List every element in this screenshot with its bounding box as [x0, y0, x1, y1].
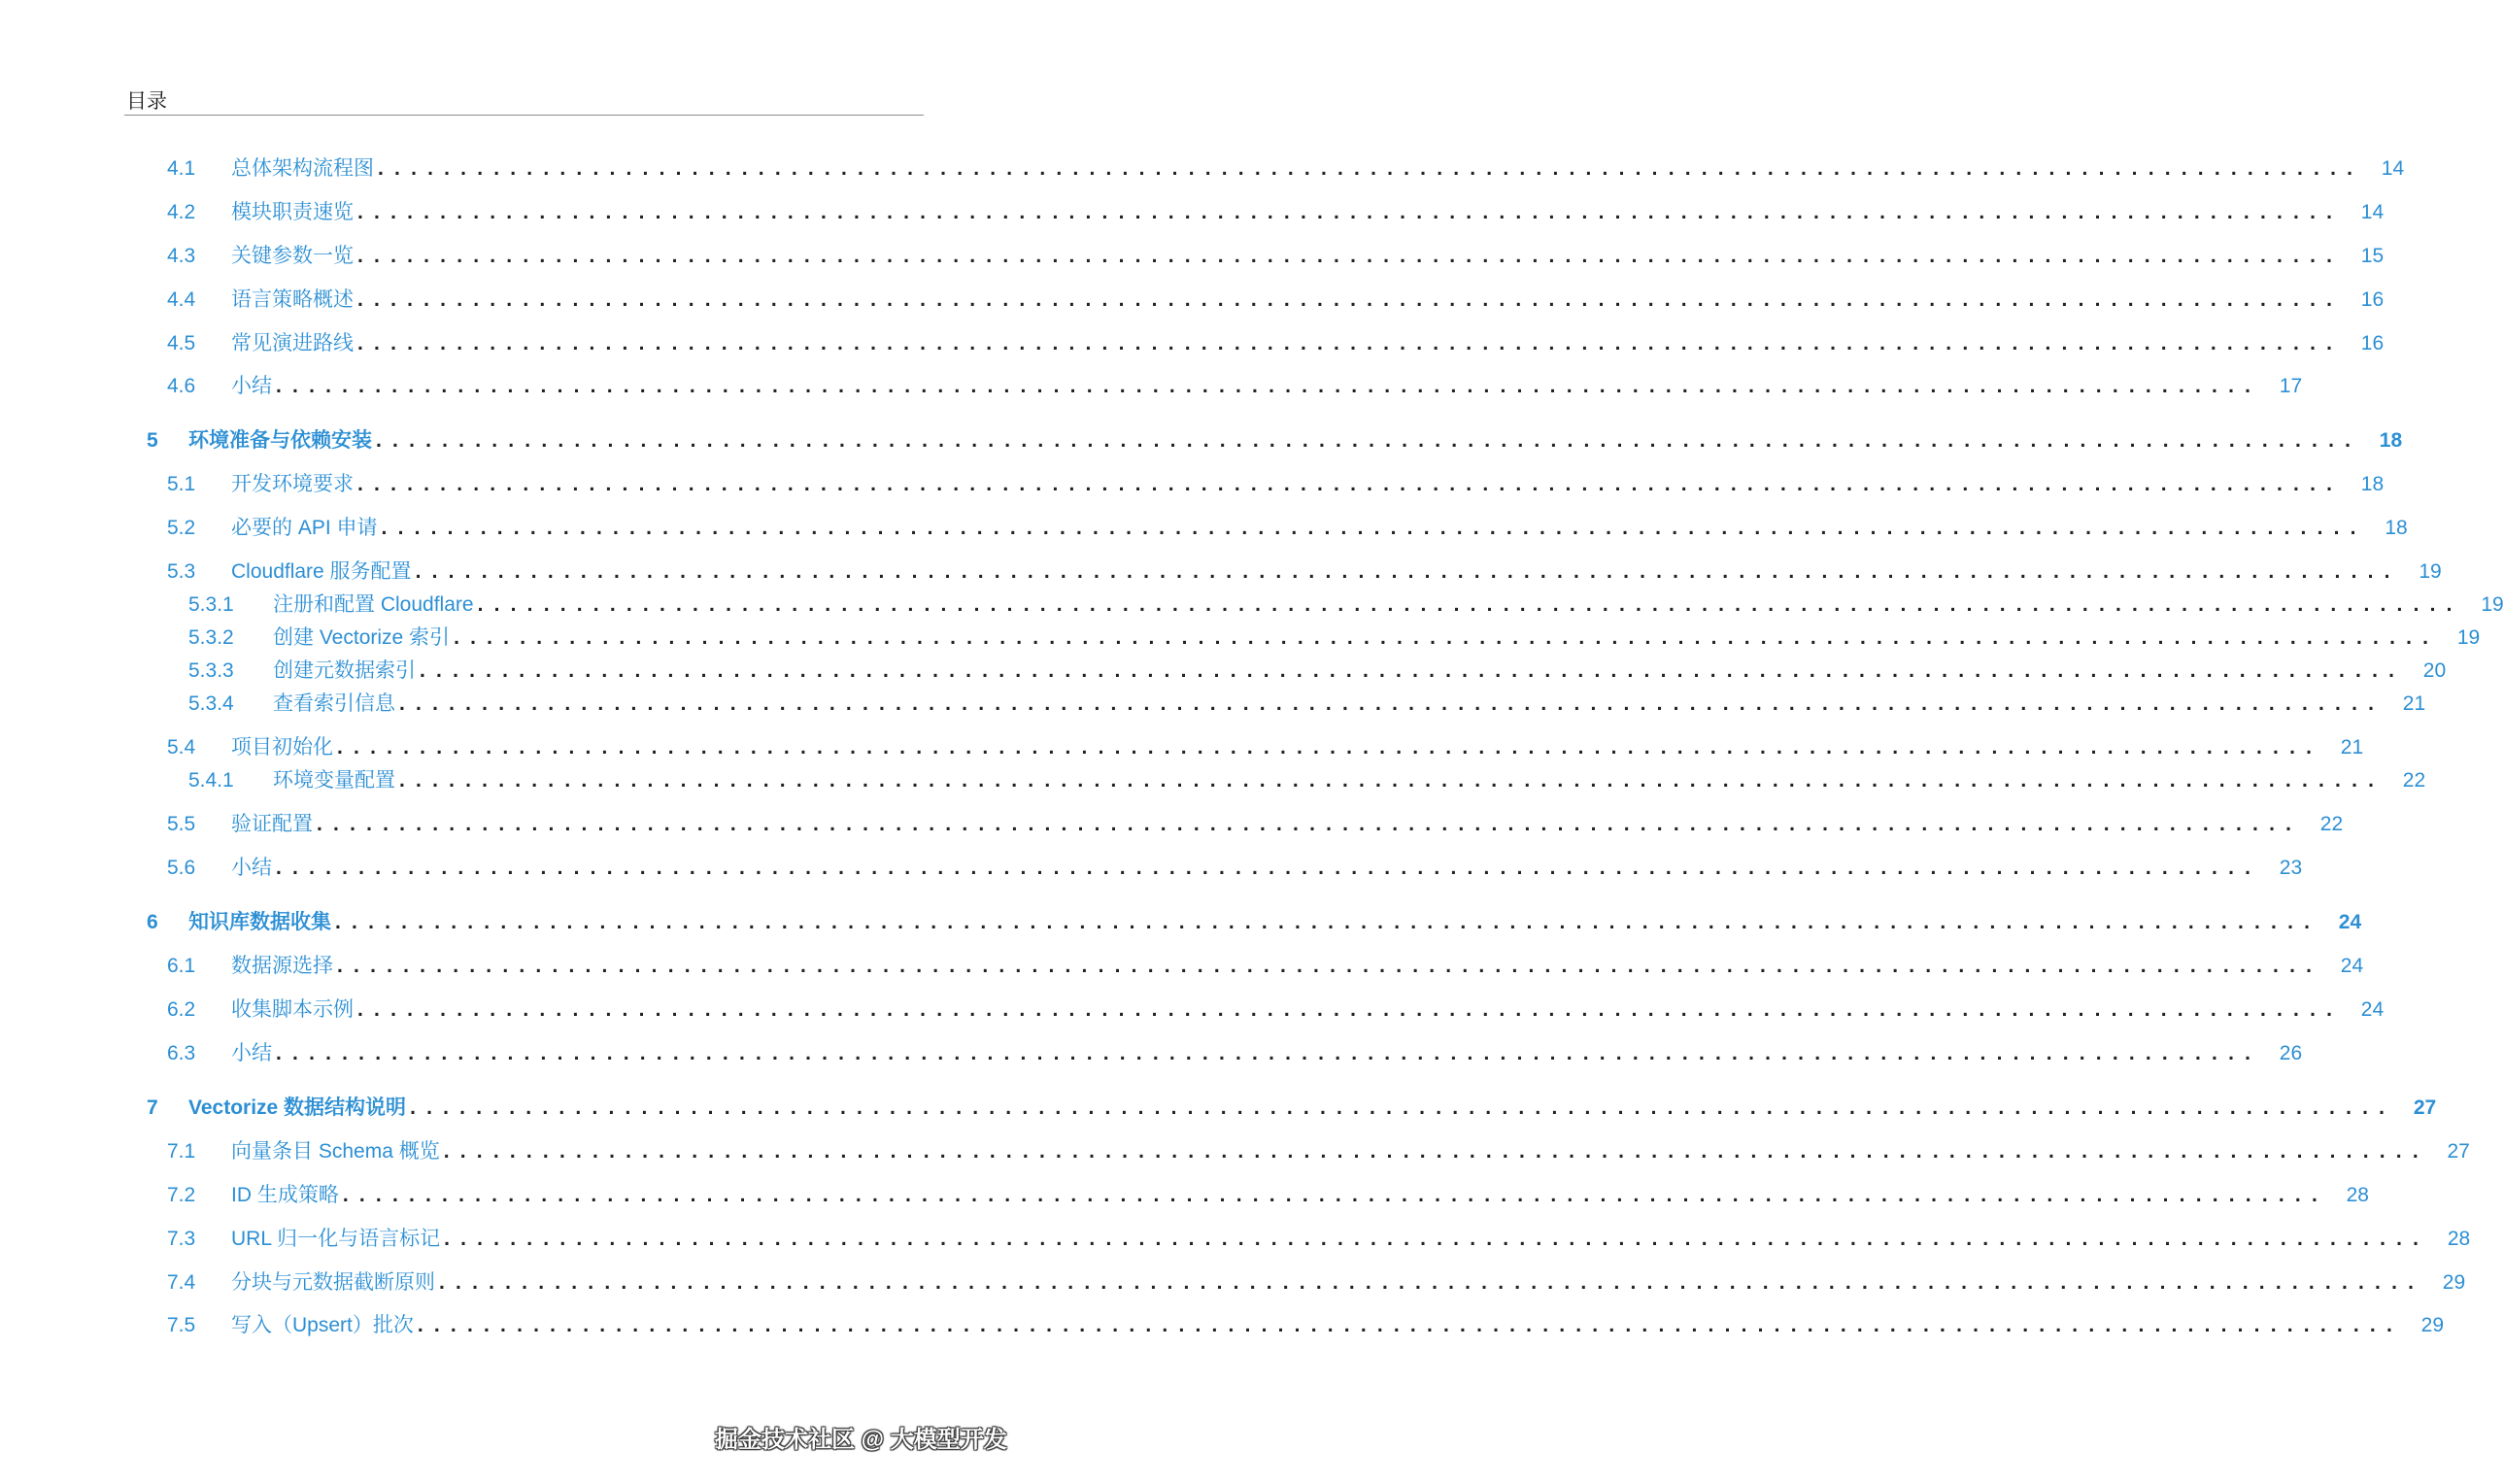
toc-entry-title: 收集脚本示例 — [231, 998, 354, 1021]
toc-entry-number: 6.2 — [167, 998, 196, 1021]
toc-leader-dots: ........................................................................................................................ — [317, 813, 2303, 835]
toc-leader-dots: ........................................................................................................................ — [415, 560, 2401, 583]
toc-entry-page-number: 21 — [2402, 692, 2426, 715]
toc-entry-title: 小结 — [231, 857, 272, 879]
toc-chapter-entry[interactable] — [147, 1092, 2437, 1121]
toc-entry-number: 7.2 — [167, 1184, 196, 1206]
toc-section-entry[interactable] — [167, 196, 2385, 225]
toc-entry-number: 4.1 — [167, 157, 196, 180]
toc-entry-title: 语言策略概述 — [231, 288, 354, 311]
toc-entry-page-number: 22 — [2319, 813, 2344, 835]
toc-entry-number: 6 — [147, 911, 158, 933]
toc-entry-number: 6.3 — [167, 1042, 196, 1064]
toc-entry-number: 4.5 — [167, 332, 196, 354]
toc-leader-dots: ........................................................................................................................ — [357, 245, 2344, 267]
toc-section-entry[interactable] — [188, 688, 2426, 717]
toc-leader-dots: ........................................................................................................................ — [444, 1228, 2430, 1250]
toc-section-entry[interactable] — [167, 240, 2385, 269]
toc-entry-number: 7.1 — [167, 1140, 196, 1163]
toc-entry-page-number: 26 — [2279, 1042, 2303, 1064]
toc-entry-title: 必要的 API 申请 — [231, 517, 378, 539]
toc-section-entry[interactable] — [188, 589, 2504, 618]
toc-leader-dots: ........................................................................................................................ — [357, 332, 2344, 354]
toc-leader-dots: ........................................................................................................................ — [420, 659, 2406, 682]
toc-entry-title: 开发环境要求 — [231, 473, 354, 495]
toc-section-entry[interactable] — [167, 152, 2405, 182]
toc-entry-title: 总体架构流程图 — [231, 157, 374, 180]
toc-section-entry[interactable] — [188, 622, 2481, 651]
toc-section-entry[interactable] — [167, 1037, 2303, 1066]
toc-entry-title: 注册和配置 Cloudflare — [273, 593, 474, 616]
toc-section-entry[interactable] — [167, 731, 2364, 760]
toc-section-entry[interactable] — [167, 994, 2385, 1023]
toc-entry-title: 数据源选择 — [231, 955, 333, 977]
toc-entry-number: 5 — [147, 429, 158, 452]
toc-section-entry[interactable] — [167, 370, 2303, 399]
toc-leader-dots: ........................................................................................................................ — [399, 769, 2386, 792]
toc-entry-page-number: 18 — [2385, 517, 2408, 539]
toc-section-entry[interactable] — [167, 1309, 2444, 1338]
toc-entry-number: 5.4 — [167, 736, 196, 759]
toc-section-entry[interactable] — [167, 512, 2408, 541]
toc-entry-title: URL 归一化与语言标记 — [231, 1228, 441, 1250]
toc-entry-title: ID 生成策略 — [231, 1184, 339, 1206]
toc-entry-page-number: 28 — [2447, 1228, 2471, 1250]
toc-entry-title: 小结 — [231, 1042, 272, 1064]
toc-entry-number: 7 — [147, 1096, 158, 1119]
toc-leader-dots: ........................................................................................................................ — [399, 692, 2386, 715]
toc-leader-dots: ........................................................................................................................ — [337, 736, 2323, 759]
toc-leader-dots: ........................................................................................................................ — [276, 857, 2262, 879]
toc-entry-page-number: 29 — [2420, 1314, 2444, 1336]
toc-leader-dots: ........................................................................................................................ — [439, 1271, 2425, 1294]
toc-entry-number: 7.3 — [167, 1228, 196, 1250]
toc-entry-page-number: 20 — [2422, 659, 2447, 682]
toc-entry-title: Vectorize 数据结构说明 — [188, 1096, 407, 1119]
toc-leader-dots: ........................................................................................................................ — [342, 1184, 2328, 1206]
toc-entry-title: 写入（Upsert）批次 — [231, 1314, 414, 1336]
toc-entry-page-number: 14 — [2360, 201, 2385, 223]
toc-chapter-entry[interactable] — [147, 906, 2362, 935]
toc-entry-page-number: 24 — [2340, 955, 2364, 977]
toc-entry-title: 关键参数一览 — [231, 245, 354, 267]
toc-entry-page-number: 27 — [2413, 1096, 2437, 1119]
toc-entry-number: 5.3.1 — [188, 593, 234, 616]
toc-entry-number: 5.4.1 — [188, 769, 234, 792]
toc-entry-page-number: 24 — [2338, 911, 2362, 933]
toc-entry-number: 5.3.2 — [188, 626, 234, 649]
toc-entry-number: 4.2 — [167, 201, 196, 223]
toc-section-entry[interactable] — [167, 808, 2344, 837]
toc-entry-page-number: 24 — [2360, 998, 2385, 1021]
toc-section-entry[interactable] — [167, 284, 2385, 313]
toc-leader-dots: ........................................................................................................................ — [357, 998, 2344, 1021]
toc-leader-dots: ........................................................................................................................ — [335, 911, 2321, 933]
toc-section-entry[interactable] — [167, 556, 2442, 585]
toc-leader-dots: ........................................................................................................................ — [276, 375, 2262, 397]
toc-entry-page-number: 14 — [2381, 157, 2405, 180]
toc-entry-number: 4.3 — [167, 245, 196, 267]
toc-entry-title: 查看索引信息 — [273, 692, 395, 715]
toc-leader-dots: ........................................................................................................................ — [443, 1140, 2429, 1163]
toc-section-entry[interactable] — [167, 1135, 2470, 1164]
toc-entry-title: 创建 Vectorize 索引 — [273, 626, 451, 649]
toc-entry-page-number: 16 — [2360, 332, 2385, 354]
toc-entry-title: 环境准备与依赖安装 — [188, 429, 372, 452]
toc-entry-title: 验证配置 — [231, 813, 313, 835]
toc-entry-number: 5.2 — [167, 517, 196, 539]
toc-entry-page-number: 19 — [2419, 560, 2442, 583]
toc-entry-page-number: 28 — [2346, 1184, 2369, 1206]
toc-leader-dots: ........................................................................................................................ — [381, 517, 2367, 539]
toc-entry-number: 5.3 — [167, 560, 196, 583]
toc-leader-dots: ........................................................................................................................ — [477, 593, 2463, 616]
toc-entry-number: 6.1 — [167, 955, 196, 977]
toc-entry-title: 分块与元数据截断原则 — [231, 1271, 435, 1294]
toc-entry-number: 5.1 — [167, 473, 196, 495]
toc-entry-page-number: 21 — [2340, 736, 2364, 759]
toc-entry-number: 4.6 — [167, 375, 196, 397]
toc-leader-dots: ........................................................................................................................ — [337, 955, 2323, 977]
header-title: 目录 — [126, 90, 167, 113]
toc-entry-title: 环境变量配置 — [273, 769, 395, 792]
toc-section-entry[interactable] — [167, 468, 2385, 497]
toc-entry-number: 5.3.4 — [188, 692, 234, 715]
toc-section-entry[interactable] — [167, 1179, 2369, 1208]
toc-section-entry[interactable] — [167, 327, 2385, 356]
toc-entry-page-number: 18 — [2360, 473, 2385, 495]
toc-entry-title: 模块职责速览 — [231, 201, 354, 223]
toc-chapter-entry[interactable] — [147, 424, 2403, 454]
toc-section-entry[interactable] — [188, 764, 2426, 793]
toc-entry-page-number: 16 — [2360, 288, 2385, 311]
toc-entry-title: 知识库数据收集 — [188, 911, 331, 933]
toc-section-entry[interactable] — [167, 950, 2364, 979]
toc-entry-number: 7.5 — [167, 1314, 196, 1336]
toc-entry-page-number: 29 — [2442, 1271, 2466, 1294]
toc-section-entry[interactable] — [167, 1266, 2466, 1296]
toc-entry-number: 5.3.3 — [188, 659, 234, 682]
toc-entry-title: 创建元数据索引 — [273, 659, 416, 682]
toc-entry-number: 5.6 — [167, 857, 196, 879]
toc-entry-number: 5.5 — [167, 813, 196, 835]
toc-leader-dots: ........................................................................................................................ — [357, 201, 2344, 223]
toc-leader-dots: ........................................................................................................................ — [376, 429, 2362, 452]
watermark: 掘金技术社区 @ 大模型开发 — [715, 1427, 1007, 1453]
toc-section-entry[interactable] — [167, 852, 2303, 881]
toc-entry-title: 小结 — [231, 375, 272, 397]
toc-entry-page-number: 18 — [2379, 429, 2403, 452]
toc-entry-page-number: 19 — [2456, 626, 2481, 649]
toc-entry-page-number: 23 — [2279, 857, 2303, 879]
toc-entry-title: 项目初始化 — [231, 736, 333, 759]
toc-entry-page-number: 15 — [2360, 245, 2385, 267]
toc-leader-dots: ........................................................................................................................ — [276, 1042, 2262, 1064]
toc-leader-dots: ........................................................................................................................ — [454, 626, 2440, 649]
toc-leader-dots: ........................................................................................................................ — [410, 1096, 2396, 1119]
toc-entry-number: 4.4 — [167, 288, 196, 311]
toc-section-entry[interactable] — [167, 1223, 2471, 1252]
toc-entry-page-number: 27 — [2447, 1140, 2470, 1163]
toc-entry-title: Cloudflare 服务配置 — [231, 560, 412, 583]
toc-entry-number: 7.4 — [167, 1271, 196, 1294]
toc-leader-dots: ........................................................................................................................ — [417, 1314, 2403, 1336]
toc-section-entry[interactable] — [188, 655, 2447, 684]
toc-entry-page-number: 22 — [2402, 769, 2426, 792]
toc-entry-page-number: 19 — [2481, 593, 2504, 616]
toc-entry-title: 常见演进路线 — [231, 332, 354, 354]
toc-leader-dots: ........................................................................................................................ — [357, 473, 2344, 495]
toc-entry-page-number: 17 — [2279, 375, 2303, 397]
toc-leader-dots: ........................................................................................................................ — [378, 157, 2364, 180]
toc-entry-title: 向量条目 Schema 概览 — [231, 1140, 440, 1163]
toc-leader-dots: ........................................................................................................................ — [357, 288, 2344, 311]
